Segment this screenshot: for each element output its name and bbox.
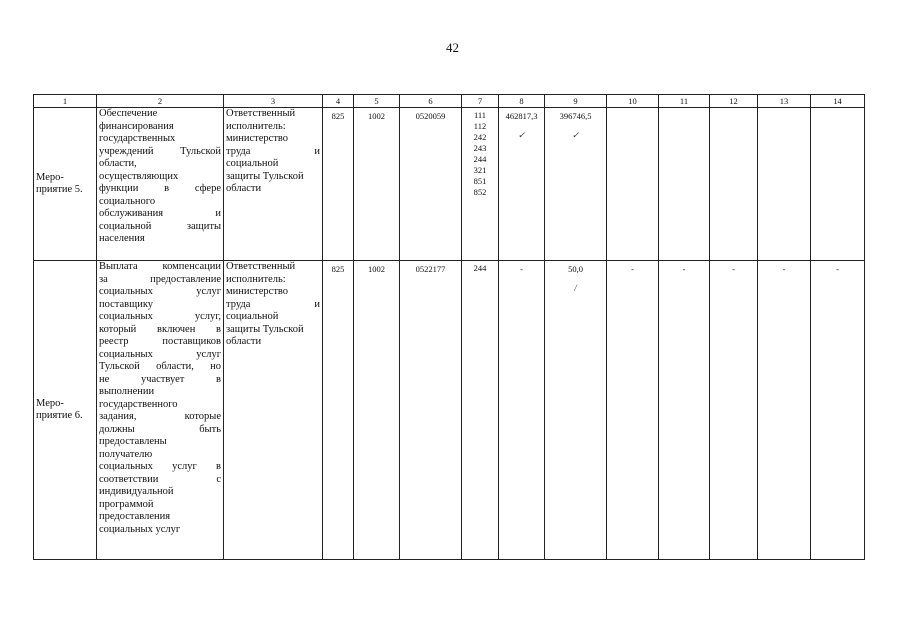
text-line: Ответственный [226, 261, 296, 272]
column-number: 6 [400, 95, 462, 108]
cell-c6: 0522177 [400, 261, 462, 560]
cell-c4: 825 [323, 261, 354, 560]
cell-c7 [462, 108, 499, 261]
cell-c10: - [607, 261, 659, 560]
expense-code: 321 [473, 165, 487, 175]
cell-c13: - [758, 261, 811, 560]
text-line: индивидуальной [99, 486, 174, 497]
text-line: предоставлены [99, 436, 167, 447]
expense-code: 852 [473, 187, 487, 197]
amount-value: 396746,5 [559, 111, 592, 121]
column-number-row [34, 95, 865, 108]
text-line: не участвует в [99, 373, 221, 385]
measure-label-line: Меро- [36, 171, 64, 183]
text-line: получателю [99, 448, 153, 460]
column-number: 1 [34, 95, 97, 108]
column-number: 7 [462, 95, 499, 108]
expense-code: 244 [473, 263, 487, 273]
text-line: реестр поставщиков [99, 336, 221, 347]
measure-label-line: Меро- [36, 397, 64, 409]
executor [224, 261, 323, 560]
text-line: осуществляющих [99, 170, 179, 182]
column-number: 9 [545, 95, 607, 108]
cell-c10 [607, 108, 659, 261]
column-number: 3 [224, 95, 323, 108]
expense-code: 243 [473, 143, 487, 153]
column-number: 11 [659, 95, 710, 108]
text-line: государственного [99, 398, 178, 410]
expense-code: 244 [473, 154, 487, 164]
cell-c12 [710, 108, 758, 261]
expense-code: 112 [473, 121, 487, 131]
text-line: Обеспечение [99, 108, 158, 119]
text-line: исполнитель: [226, 120, 286, 132]
cell-c12: - [710, 261, 758, 560]
text-line: труда и [226, 145, 320, 157]
table-row [34, 108, 865, 261]
cell-c8 [499, 261, 545, 560]
cell-c7 [462, 261, 499, 560]
measure-description [97, 108, 224, 261]
text-line: финансирования [99, 120, 174, 132]
page-number: 42 [446, 40, 459, 55]
text-line: соответствии с [99, 473, 221, 485]
text-line: должны быть [99, 423, 221, 435]
text-line: министерство [226, 286, 289, 297]
measure-label-line: приятие 5. [36, 184, 83, 195]
text-line: населения [99, 233, 145, 244]
text-line: социальной [226, 158, 279, 169]
text-line: социального [99, 195, 156, 207]
text-line: выполнении [99, 386, 155, 397]
text-line: социальных услуг [99, 286, 221, 297]
column-number: 12 [710, 95, 758, 108]
column-number: 8 [499, 95, 545, 108]
cell-c8 [499, 108, 545, 261]
column-number: 14 [811, 95, 865, 108]
cell-c11: - [659, 261, 710, 560]
column-number: 13 [758, 95, 811, 108]
program-table [33, 94, 865, 560]
cell-c11 [659, 108, 710, 261]
text-line: поставщику [99, 298, 154, 310]
text-line: социальных услуг в [99, 461, 221, 472]
column-number: 5 [354, 95, 400, 108]
text-line: защиты Тульской [226, 323, 304, 335]
expense-code: 242 [473, 132, 487, 142]
cell-c13 [758, 108, 811, 261]
text-line: предоставления [99, 511, 171, 522]
table-row [34, 261, 865, 560]
cell-c4: 825 [323, 108, 354, 261]
cell-c5: 1002 [354, 108, 400, 261]
text-line: за предоставление [99, 273, 221, 285]
text-line: Ответственный [226, 108, 296, 119]
text-line: функции в сфере [99, 183, 221, 194]
check-mark: ✓ [571, 129, 580, 140]
column-number: 10 [607, 95, 659, 108]
text-line: области, [99, 158, 137, 169]
text-line: исполнитель: [226, 273, 286, 285]
text-line: труда и [226, 298, 320, 310]
cell-c14 [811, 108, 865, 261]
amount-value: 462817,3 [505, 111, 538, 121]
amount-value: - [520, 264, 523, 274]
measure-label [34, 108, 97, 261]
text-line: который включен в [99, 323, 221, 335]
text-line: задания, которые [99, 411, 221, 422]
text-line: Выплата компенсации [99, 261, 221, 272]
column-number: 2 [97, 95, 224, 108]
cell-c9 [545, 108, 607, 261]
text-line: социальной защиты [99, 220, 221, 232]
expense-code: 851 [473, 176, 487, 186]
amount-value: 50,0 [568, 264, 583, 274]
column-number: 4 [323, 95, 354, 108]
text-line: учреждений Тульской [99, 145, 221, 157]
cell-c9 [545, 261, 607, 560]
cell-c6: 0520059 [400, 108, 462, 261]
text-line: социальных услуг [99, 523, 181, 535]
cell-c5: 1002 [354, 261, 400, 560]
check-mark: ✓ [517, 129, 526, 140]
measure-label [34, 261, 97, 560]
check-mark: / [574, 282, 577, 293]
text-line: социальных услуг [99, 348, 221, 360]
measure-label-line: приятие 6. [36, 410, 83, 421]
cell-c14: - [811, 261, 865, 560]
measure-description [97, 261, 224, 560]
text-line: области [226, 336, 262, 347]
text-line: программой [99, 498, 154, 510]
text-line: социальной [226, 311, 279, 322]
text-line: министерство [226, 133, 289, 144]
text-line: обслуживания и [99, 208, 221, 219]
expense-code: 111 [473, 110, 487, 120]
executor [224, 108, 323, 261]
text-line: Тульской области, но [99, 361, 221, 372]
text-line: защиты Тульской [226, 170, 304, 182]
text-line: государственных [99, 133, 176, 144]
text-line: области [226, 183, 262, 194]
text-line: социальных услуг, [99, 311, 221, 322]
